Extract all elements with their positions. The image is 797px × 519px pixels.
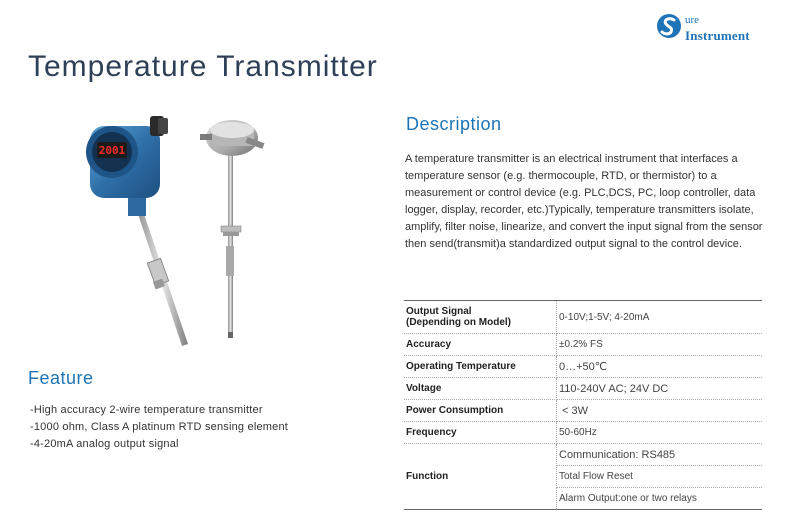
brand-logo bbox=[656, 8, 766, 44]
spec-key: Power Consumption bbox=[404, 400, 557, 422]
feature-item: -1000 ohm, Class A platinum RTD sensing element bbox=[30, 421, 289, 433]
spec-key-line2: (Depending on Model) bbox=[406, 317, 511, 328]
description-text: A temperature transmitter is an electrical instrument that interfaces a temperature sensor (e.g. thermocouple, RTD, or thermistor) to a measurement or control device (e.g. PLC,DCS, PC, loop controller, data logger, display, recorder, etc.)Typically, temperature transmitters isolate, amplify, filter noise, linearize, and convert the input signal from the sensor then send(transmit)a standardized output signal to the control device. bbox=[405, 153, 763, 251]
spec-row bbox=[404, 378, 762, 400]
spec-row bbox=[404, 356, 762, 378]
spec-value: 0…+50℃ bbox=[557, 356, 763, 378]
sure-logo-icon bbox=[656, 12, 682, 40]
spec-key: Accuracy bbox=[404, 334, 557, 356]
spec-key: Operating Temperature bbox=[404, 356, 557, 378]
spec-row bbox=[404, 301, 762, 334]
spec-key bbox=[404, 301, 557, 334]
spec-value: ±0.2% FS bbox=[557, 334, 763, 356]
feature-list bbox=[30, 402, 288, 453]
spec-table bbox=[404, 300, 762, 510]
spec-value: < 3W bbox=[557, 400, 763, 422]
spec-row bbox=[404, 444, 762, 466]
spec-row bbox=[404, 422, 762, 444]
feature-item: -4-20mA analog output signal bbox=[30, 438, 179, 450]
product-photo bbox=[60, 108, 310, 353]
spec-value: Total Flow Reset bbox=[557, 466, 763, 488]
spec-row bbox=[404, 334, 762, 356]
logo-text-top: ure bbox=[685, 14, 700, 26]
display-reading: 2001 bbox=[98, 144, 126, 157]
spec-key: Frequency bbox=[404, 422, 557, 444]
spec-value: 50-60Hz bbox=[557, 422, 763, 444]
spec-value: Alarm Output:one or two relays bbox=[559, 493, 697, 504]
spec-key: Function bbox=[404, 444, 557, 510]
logo-text-bottom: Instrument bbox=[685, 28, 750, 43]
spec-key: Voltage bbox=[404, 378, 557, 400]
spec-key-line1: Output Signal bbox=[406, 306, 472, 317]
description-heading: Description bbox=[406, 114, 502, 134]
feature-item: -High accuracy 2-wire temperature transmitter bbox=[30, 404, 263, 416]
spec-value: 0-10V;1-5V; 4-20mA bbox=[557, 301, 763, 334]
page-title: Temperature Transmitter bbox=[28, 50, 378, 83]
spec-value: Communication: RS485 bbox=[557, 444, 763, 466]
feature-heading: Feature bbox=[28, 368, 94, 388]
spec-row bbox=[404, 400, 762, 422]
spec-value: 110-240V AC; 24V DC bbox=[557, 378, 763, 400]
